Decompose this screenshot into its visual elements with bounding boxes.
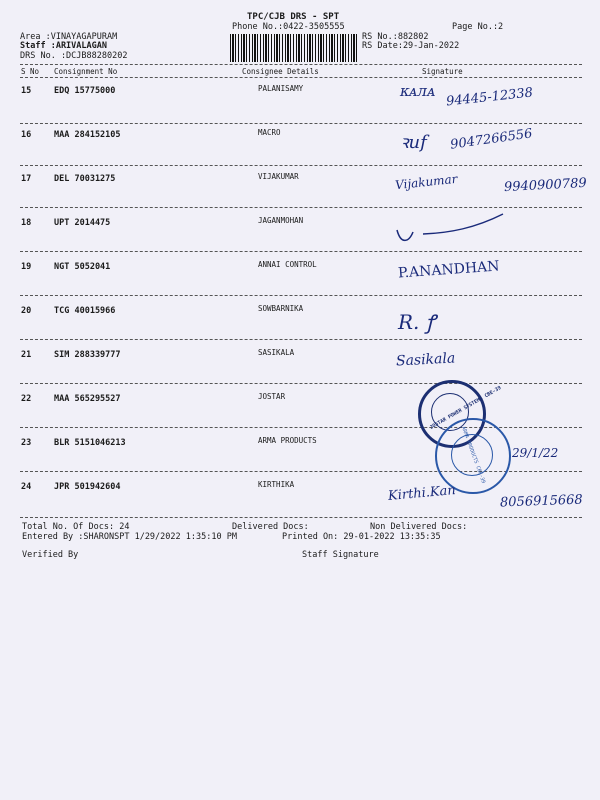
non-delivered-docs: Non Delivered Docs: xyxy=(370,522,468,532)
row-consignment: NGT 5052041 xyxy=(54,262,111,272)
row-consignment: UPT 2014475 xyxy=(54,218,111,228)
row-sno: 23 xyxy=(21,438,32,448)
row-sno: 16 xyxy=(21,130,32,140)
company-seal: JOSTAR POWER SYSTEMS CBE-39 xyxy=(418,380,486,448)
divider xyxy=(20,251,582,252)
divider xyxy=(20,77,582,78)
verified-by: Verified By xyxy=(22,550,79,560)
printed-on: Printed On: 29-01-2022 13:35:35 xyxy=(282,532,441,542)
row-consignee: JOSTAR xyxy=(258,392,286,401)
area-label: Area :VINAYAGAPURAM xyxy=(20,32,118,42)
company-seal: ARMA PRODUCTS CBE-39 xyxy=(435,418,511,494)
row-consignee: JAGANMOHAN xyxy=(258,216,304,225)
entered-by: Entered By :SHARONSPT 1/29/2022 1:35:10 PM xyxy=(22,532,237,542)
total-docs: Total No. Of Docs: 24 xyxy=(22,522,130,532)
handwritten-signature: Vijakumar xyxy=(394,171,458,193)
row-consignment: MAA 284152105 xyxy=(54,130,121,140)
signature-phone: 9047266556 xyxy=(449,126,534,153)
staff-signature: Staff Signature xyxy=(302,550,379,560)
column-signature: Signature xyxy=(422,67,463,76)
row-consignee: VIJAKUMAR xyxy=(258,172,299,181)
signature-phone: 9940900789 xyxy=(503,175,588,196)
row-consignment: TCG 40015966 xyxy=(54,306,116,316)
column-consignment: Consignment No xyxy=(54,67,118,76)
signature-phone: 94445-12338 xyxy=(445,85,534,110)
row-consignment: BLR 5151046213 xyxy=(54,438,126,448)
divider xyxy=(20,295,582,296)
handwritten-signature: Kirthi.Kan xyxy=(387,483,457,504)
divider xyxy=(20,517,582,518)
row-sno: 15 xyxy=(21,86,32,96)
row-consignee: ARMA PRODUCTS xyxy=(258,436,317,445)
row-consignee: ANNAI CONTROL xyxy=(258,260,317,269)
row-consignment: JPR 501942604 xyxy=(54,482,121,492)
row-consignment: SIM 288339777 xyxy=(54,350,121,360)
row-sno: 18 xyxy=(21,218,32,228)
row-sno: 21 xyxy=(21,350,32,360)
signature-date: 29/1/22 xyxy=(512,446,559,460)
divider xyxy=(20,64,582,65)
row-sno: 17 xyxy=(21,174,32,184)
row-consignee: MACRO xyxy=(258,128,281,137)
divider xyxy=(20,383,582,384)
signature-phone: 8056915668 xyxy=(499,492,583,511)
row-sno: 19 xyxy=(21,262,32,272)
phone-number: Phone No.:0422-3505555 xyxy=(232,22,345,32)
barcode xyxy=(230,34,358,62)
row-consignee: SOWBARNIKA xyxy=(258,304,304,313)
staff-label: Staff :ARIVALAGAN xyxy=(20,41,107,51)
row-consignee: KIRTHIKA xyxy=(258,480,295,489)
table-row xyxy=(0,394,600,436)
divider xyxy=(20,339,582,340)
handwritten-signature: ꝛuf xyxy=(400,132,427,153)
row-sno: 22 xyxy=(21,394,32,404)
column-sno: S No xyxy=(21,67,40,76)
drs-number: DRS No. :DCJB88280202 xyxy=(20,51,128,61)
row-sno: 24 xyxy=(21,482,32,492)
rs-number: RS No.:882802 xyxy=(362,32,429,42)
table-row xyxy=(0,262,600,304)
handwritten-signature: ᴋᴀᴫᴀ xyxy=(400,82,436,100)
handwritten-signature xyxy=(395,200,515,245)
row-consignment: EDQ 15775000 xyxy=(54,86,116,96)
rs-date: RS Date:29-Jan-2022 xyxy=(362,41,460,51)
signature-name: P.ANANDHAN xyxy=(397,258,500,282)
delivered-docs: Delivered Docs: xyxy=(232,522,309,532)
table-row xyxy=(0,306,600,348)
row-consignment: DEL 70031275 xyxy=(54,174,116,184)
column-consignee: Consignee Details xyxy=(242,67,319,76)
row-sno: 20 xyxy=(21,306,32,316)
row-consignee: SASIKALA xyxy=(258,348,295,357)
sheet-title: TPC/CJB DRS - SPT xyxy=(247,12,340,22)
divider xyxy=(20,165,582,166)
row-consignee: PALANISAMY xyxy=(258,84,304,93)
page-number: Page No.:2 xyxy=(452,22,504,32)
divider xyxy=(20,123,582,124)
handwritten-signature: Sasikala xyxy=(395,350,456,370)
row-consignment: MAA 565295527 xyxy=(54,394,121,404)
table-row xyxy=(0,350,600,392)
handwritten-signature: R. ꝭ xyxy=(398,310,436,334)
